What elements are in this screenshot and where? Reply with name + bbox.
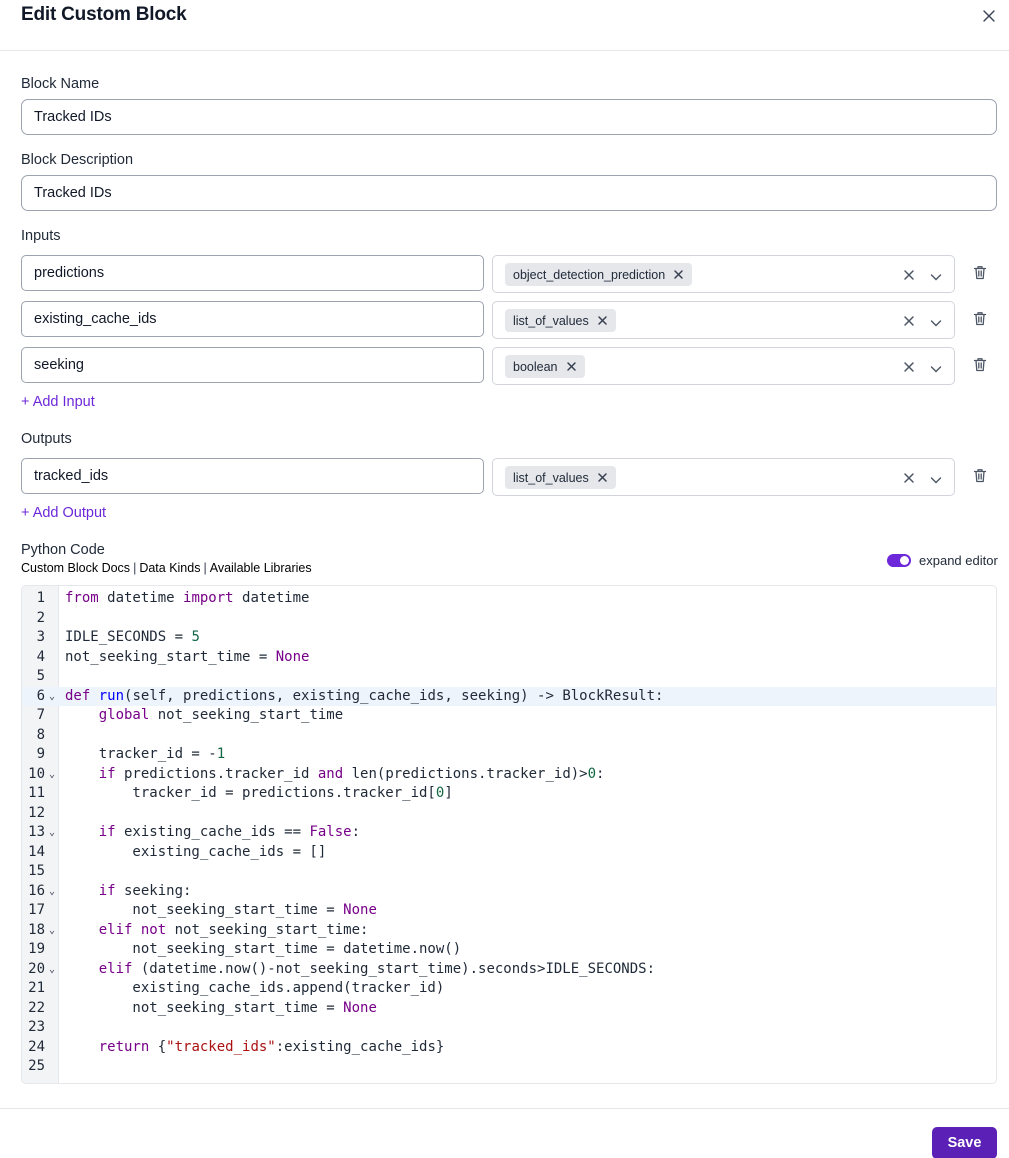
code-text: if predictions.tracker_id and len(predictions.tracker_id)>0: <box>98 765 605 782</box>
code-line <box>22 979 996 999</box>
line-number: 14 <box>28 843 45 860</box>
line-number: 5 <box>36 668 45 684</box>
line-number: 15 <box>28 863 45 879</box>
code-line <box>22 628 996 648</box>
line-number: 2 <box>36 609 45 626</box>
remove-chip-icon[interactable] <box>673 269 684 280</box>
line-number: 3 <box>36 629 45 645</box>
code-line <box>22 765 996 785</box>
code-line <box>22 1038 996 1058</box>
code-text: def run(self, predictions, existing_cache_ids, seeking) -> BlockResult: <box>65 687 664 704</box>
code-line <box>22 745 996 765</box>
kind-chip <box>505 466 616 489</box>
code-line <box>22 999 996 1019</box>
code-line <box>22 784 996 804</box>
kind-chip <box>505 309 616 332</box>
code-text: elif not not_seeking_start_time: <box>98 921 369 938</box>
clear-icon[interactable] <box>903 360 915 372</box>
inputs-label: Inputs <box>21 228 61 244</box>
code-line <box>22 589 996 609</box>
line-number: 22 <box>28 999 45 1016</box>
code-text: global not_seeking_start_time <box>98 707 344 723</box>
add-input-link[interactable]: + Add Input <box>21 394 95 410</box>
line-number: 25 <box>28 1058 45 1074</box>
block-description-label: Block Description <box>21 152 134 168</box>
code-line <box>22 940 996 960</box>
line-number: 17 <box>28 902 45 918</box>
trash-icon[interactable] <box>973 265 987 280</box>
code-line <box>22 843 996 863</box>
dialog-title: Edit Custom Block <box>21 4 187 25</box>
code-line <box>22 960 996 980</box>
docs-links <box>21 561 312 575</box>
line-number: 19 <box>28 941 45 957</box>
fold-chevron-icon[interactable]: ⌄ <box>49 885 56 897</box>
python-code-label: Python Code <box>21 542 105 558</box>
code-line <box>22 804 996 824</box>
chevron-down-icon[interactable] <box>930 315 942 325</box>
input-name-field[interactable]: seeking <box>21 347 484 383</box>
line-number: 6 <box>36 687 45 704</box>
custom-block-docs-link[interactable]: Custom Block Docs <box>21 561 131 575</box>
code-line <box>22 667 996 687</box>
kind-chip-label: list_of_values <box>513 313 589 328</box>
kind-chip <box>505 263 692 286</box>
code-line <box>22 706 996 726</box>
code-line <box>22 882 996 902</box>
input-kind-select[interactable] <box>492 301 955 339</box>
line-number: 23 <box>28 1019 45 1035</box>
fold-chevron-icon[interactable]: ⌄ <box>49 690 56 702</box>
code-line <box>22 609 996 629</box>
toggle-label: expand editor <box>919 553 998 568</box>
available-libraries-link[interactable]: Available Libraries <box>209 561 312 575</box>
chevron-down-icon[interactable] <box>930 269 942 279</box>
save-button[interactable]: Save <box>932 1127 997 1158</box>
line-number: 24 <box>28 1038 45 1055</box>
code-text: existing_cache_ids.append(tracker_id) <box>65 980 445 996</box>
code-text: not_seeking_start_time = None <box>65 648 310 665</box>
link-separator: | <box>203 561 207 575</box>
line-number: 13 <box>28 824 45 840</box>
line-number: 16 <box>28 882 45 899</box>
code-text: return {"tracked_ids":existing_cache_ids} <box>98 1038 445 1055</box>
line-number: 9 <box>36 746 45 762</box>
line-number: 18 <box>28 921 45 938</box>
fold-chevron-icon[interactable]: ⌄ <box>49 924 56 936</box>
code-line <box>22 921 996 941</box>
line-number: 10 <box>28 765 45 782</box>
code-line-active <box>22 687 996 707</box>
line-number: 1 <box>36 590 45 606</box>
input-name-field[interactable]: existing_cache_ids <box>21 301 484 337</box>
kind-chip-label: object_detection_prediction <box>513 267 666 282</box>
clear-icon[interactable] <box>903 314 915 326</box>
line-number: 8 <box>36 726 45 743</box>
code-text: not_seeking_start_time = None <box>65 902 377 918</box>
remove-chip-icon[interactable] <box>597 315 608 326</box>
toggle-switch[interactable] <box>887 554 911 567</box>
fold-chevron-icon[interactable]: ⌄ <box>49 963 56 975</box>
link-separator: | <box>133 561 137 575</box>
data-kinds-link[interactable]: Data Kinds <box>139 561 201 575</box>
code-text: if existing_cache_ids == False: <box>98 824 361 840</box>
remove-chip-icon[interactable] <box>597 472 608 483</box>
code-text: not_seeking_start_time = None <box>65 999 377 1016</box>
code-text: not_seeking_start_time = datetime.now() <box>65 941 462 957</box>
trash-icon[interactable] <box>973 311 987 326</box>
code-line <box>22 648 996 668</box>
code-text: existing_cache_ids = [] <box>65 843 327 860</box>
code-line <box>22 823 996 843</box>
code-text: tracker_id = predictions.tracker_id[0] <box>65 785 453 801</box>
code-text: elif (datetime.now()-not_seeking_start_time).seconds>IDLE_SECONDS: <box>98 960 656 977</box>
add-output-link[interactable]: + Add Output <box>21 505 107 521</box>
line-number: 21 <box>28 980 45 996</box>
remove-chip-icon[interactable] <box>566 361 577 372</box>
expand-editor-toggle[interactable] <box>887 553 998 568</box>
code-text: if seeking: <box>98 882 192 899</box>
input-kind-select[interactable] <box>492 347 955 385</box>
code-text: from datetime import datetime <box>65 590 310 606</box>
input-name-field[interactable]: predictions <box>21 255 484 291</box>
trash-icon[interactable] <box>973 468 987 483</box>
output-kind-select[interactable] <box>492 458 955 496</box>
chevron-down-icon[interactable] <box>930 361 942 371</box>
close-icon[interactable] <box>978 5 1000 27</box>
kind-chip-label: boolean <box>513 359 558 374</box>
line-number: 7 <box>36 707 45 723</box>
code-line <box>22 862 996 882</box>
code-editor[interactable] <box>21 585 997 1084</box>
block-description-input[interactable]: Tracked IDs <box>21 175 997 211</box>
outputs-label: Outputs <box>21 431 72 447</box>
chevron-down-icon[interactable] <box>930 472 942 482</box>
kind-chip-label: list_of_values <box>513 470 589 485</box>
input-kind-select[interactable] <box>492 255 955 293</box>
fold-chevron-icon[interactable]: ⌄ <box>49 827 56 838</box>
kind-chip <box>505 355 585 378</box>
code-line <box>22 726 996 746</box>
code-text: IDLE_SECONDS = 5 <box>65 629 200 645</box>
dialog-footer <box>0 1108 1009 1158</box>
clear-icon[interactable] <box>903 471 915 483</box>
code-line <box>22 1018 996 1038</box>
block-name-input[interactable]: Tracked IDs <box>21 99 997 135</box>
block-name-label: Block Name <box>21 76 100 92</box>
code-line <box>22 901 996 921</box>
dialog-header <box>0 0 1009 51</box>
clear-icon[interactable] <box>903 268 915 280</box>
line-number: 12 <box>28 804 45 821</box>
code-line <box>22 1057 996 1077</box>
line-number: 11 <box>28 785 45 801</box>
line-number: 20 <box>28 960 45 977</box>
line-number: 4 <box>36 648 45 665</box>
trash-icon[interactable] <box>973 357 987 372</box>
fold-chevron-icon[interactable]: ⌄ <box>49 768 56 780</box>
code-text: tracker_id = -1 <box>65 746 226 762</box>
output-name-field[interactable]: tracked_ids <box>21 458 484 494</box>
